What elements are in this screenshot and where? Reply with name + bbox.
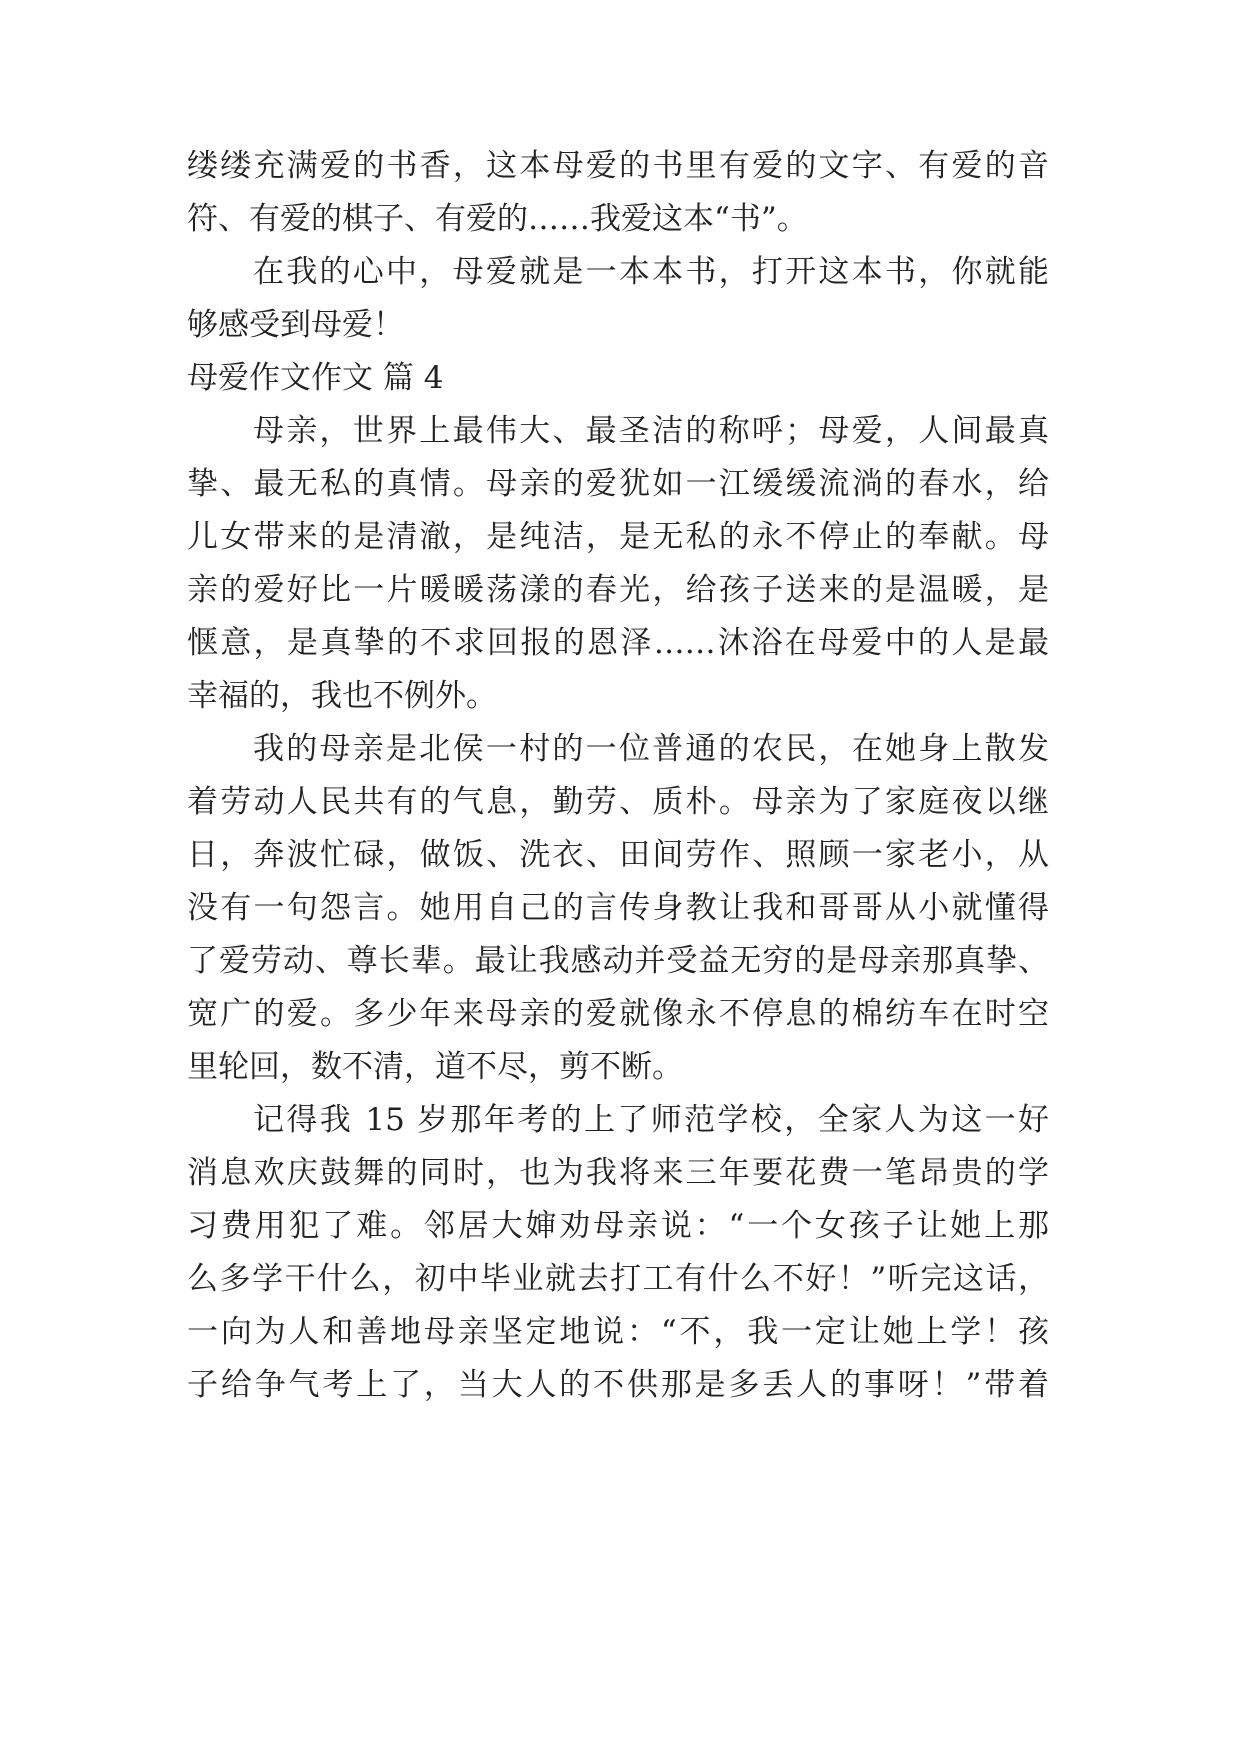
section-heading: 母爱作文作文 篇 4 (187, 360, 444, 396)
text-line: 一向为人和善地母亲坚定地说：“不，我一定让她上学！孩 (187, 1314, 1049, 1350)
text-line: 子给争气考上了，当大人的不供那是多丢人的事呀！”带着 (187, 1367, 1049, 1403)
text-line: 缕缕充满爱的书香，这本母爱的书里有爱的文字、有爱的音 (187, 148, 1049, 184)
text-line: 符、有爱的棋子、有爱的……我爱这本“书”。 (187, 201, 808, 237)
text-line: 里轮回，数不清，道不尽，剪不断。 (187, 1049, 683, 1085)
text-line: 够感受到母爱！ (187, 307, 404, 343)
text-line: 幸福的，我也不例外。 (187, 678, 497, 714)
text-line: 惬意，是真挚的不求回报的恩泽……沐浴在母爱中的人是最 (187, 625, 1049, 661)
text-line: 在我的心中，母爱就是一本本书，打开这本书，你就能 (253, 254, 1049, 290)
text-line: 挚、最无私的真情。母亲的爱犹如一江缓缓流淌的春水，给 (187, 466, 1049, 502)
text-line: 消息欢庆鼓舞的同时，也为我将来三年要花费一笔昂贵的学 (187, 1155, 1049, 1191)
text-line: 习费用犯了难。邻居大婶劝母亲说：“一个女孩子让她上那 (187, 1208, 1049, 1244)
text-line: 没有一句怨言。她用自己的言传身教让我和哥哥从小就懂得 (187, 890, 1049, 926)
text-line: 么多学干什么，初中毕业就去打工有什么不好！”听完这话， (187, 1261, 1049, 1297)
text-line: 着劳动人民共有的气息，勤劳、质朴。母亲为了家庭夜以继 (187, 784, 1049, 820)
text-line: 亲的爱好比一片暖暖荡漾的春光，给孩子送来的是温暖，是 (187, 572, 1049, 608)
text-line: 了爱劳动、尊长辈。最让我感动并受益无穷的是母亲那真挚、 (187, 943, 1049, 979)
text-line: 我的母亲是北侯一村的一位普通的农民，在她身上散发 (253, 731, 1049, 767)
text-line: 儿女带来的是清澈，是纯洁，是无私的永不停止的奉献。母 (187, 519, 1049, 555)
text-line: 记得我 15 岁那年考的上了师范学校，全家人为这一好 (253, 1102, 1049, 1138)
text-line: 日，奔波忙碌，做饭、洗衣、田间劳作、照顾一家老小，从 (187, 837, 1049, 873)
text-line: 宽广的爱。多少年来母亲的爱就像永不停息的棉纺车在时空 (187, 996, 1049, 1032)
text-line: 母亲，世界上最伟大、最圣洁的称呼；母爱，人间最真 (253, 413, 1049, 449)
